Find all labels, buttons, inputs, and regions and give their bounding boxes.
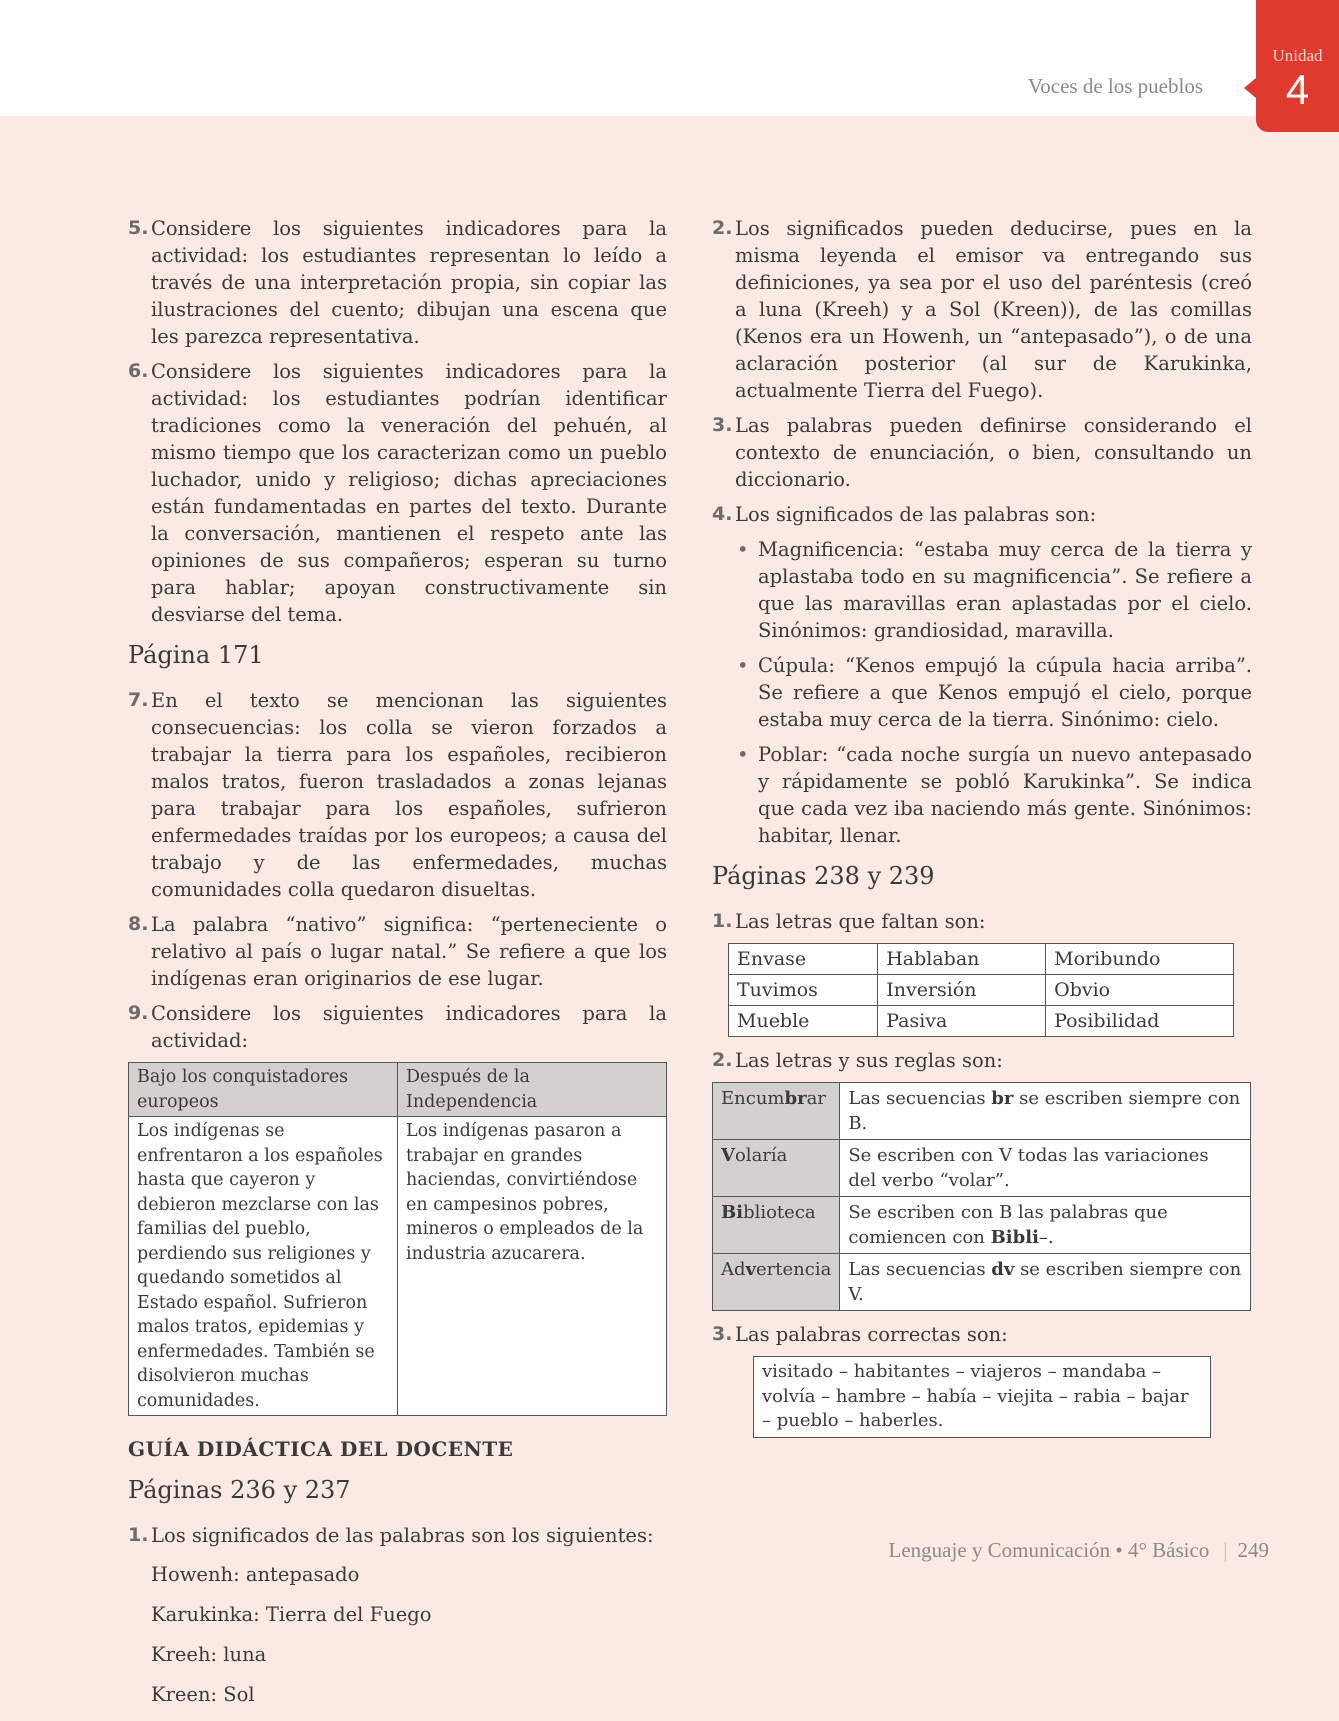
item-number: 8. xyxy=(128,913,149,935)
table-cell: Posibilidad xyxy=(1046,1006,1234,1037)
table-row xyxy=(713,1254,1251,1311)
chapter-title: Voces de los pueblos xyxy=(1027,74,1203,98)
definition: Kreen: Sol xyxy=(151,1683,255,1706)
item-5 xyxy=(128,215,667,350)
item-7 xyxy=(128,687,667,903)
item-text: Las letras que faltan son: xyxy=(735,910,986,933)
unit-label: Unidad xyxy=(1272,46,1323,65)
table-cell: Inversión xyxy=(878,975,1046,1006)
rule-text: Las secuencias br se escriben siempre con B. xyxy=(840,1083,1251,1140)
item-number: 1. xyxy=(128,1524,149,1546)
item-number: 6. xyxy=(128,360,149,382)
table-row xyxy=(713,1083,1251,1140)
definition: Karukinka: Tierra del Fuego xyxy=(151,1603,432,1626)
item-text: Considere los siguientes indicadores para la actividad: los estudiantes representan lo leído a través de una interpretación propia, sin copiar las ilustraciones del cuento; dibujan una escena que les parezca representativa. xyxy=(151,217,667,348)
question-1 xyxy=(712,908,1252,935)
item-number: 2. xyxy=(712,217,733,239)
rule-text: Se escriben con B las palabras que comiencen con Bibli–. xyxy=(840,1197,1251,1254)
answer-box: visitado – habitantes – viajeros – mandaba – volvía – hambre – había – viejita – rabia – bajar – pueblo – haberles. xyxy=(753,1356,1211,1438)
item-4 xyxy=(712,501,1252,528)
bullet-text: Magnificencia: “estaba muy cerca de la tierra y aplastaba todo en su magnificencia”. Se refiere a que las maravillas eran aplastadas por el cielo. Sinónimos: grandiosidad, maravilla. xyxy=(758,538,1252,642)
table-cell: Pasiva xyxy=(878,1006,1046,1037)
guide-title: GUÍA DIDÁCTICA DEL DOCENTE xyxy=(128,1437,514,1461)
history-table xyxy=(128,1062,667,1416)
table-row xyxy=(713,1140,1251,1197)
rules-table xyxy=(712,1082,1251,1311)
item-number: 9. xyxy=(128,1002,149,1024)
left-column xyxy=(128,215,667,1721)
item-text: La palabra “nativo” significa: “perteneciente o relativo al país o lugar natal.” Se refiere a que los indígenas eran originarios de ese lugar. xyxy=(151,913,667,990)
bullet-item xyxy=(712,741,1252,849)
rule-word: Volaría xyxy=(713,1140,840,1197)
item-number: 7. xyxy=(128,689,149,711)
table-row xyxy=(713,1197,1251,1254)
item-8 xyxy=(128,911,667,992)
page-footer xyxy=(889,1538,1269,1563)
item-9 xyxy=(128,1000,667,1054)
definition: Howenh: antepasado xyxy=(151,1563,360,1586)
section-heading: Páginas 238 y 239 xyxy=(712,862,935,890)
bullet-icon: • xyxy=(737,654,749,677)
item-number: 4. xyxy=(712,503,733,525)
item-text: Las letras y sus reglas son: xyxy=(735,1049,1003,1072)
bullet-text: Poblar: “cada noche surgía un nuevo antepasado y rápidamente se pobló Karukinka”. Se indica que cada vez iba naciendo más gente. Sinónimos: habitar, llenar. xyxy=(758,743,1252,847)
item-text: Considere los siguientes indicadores para la actividad: los estudiantes podrían identificar tradiciones como la veneración del pehuén, al mismo tiempo que los caracterizan como un pueblo luchador, unido y religioso; dichas apreciaciones están fundamentadas en partes del texto. Durante la conversación, mantienen el respeto ante las opiniones de sus compañeros; esperan su turno para hablar; apoyan constructivamente sin desviarse del tema. xyxy=(151,360,667,626)
rule-text: Las secuencias dv se escriben siempre con V. xyxy=(840,1254,1251,1311)
bullet-item xyxy=(712,536,1252,644)
definition: Kreeh: luna xyxy=(151,1643,267,1666)
page-number: 249 xyxy=(1237,1538,1269,1562)
letters-table xyxy=(728,943,1234,1037)
rule-word: Biblioteca xyxy=(713,1197,840,1254)
item-number: 1. xyxy=(712,910,733,932)
bullet-text: Cúpula: “Kenos empujó la cúpula hacia arriba”. Se refiere a que Kenos empujó el cielo, porque estaba muy cerca de la tierra. Sinónimo: cielo. xyxy=(758,654,1252,731)
footer-subject: Lenguaje y Comunicación • 4° Básico xyxy=(888,1538,1210,1562)
bullet-item xyxy=(712,652,1252,733)
bullet-icon: • xyxy=(737,743,749,766)
item-text: Los significados pueden deducirse, pues en la misma leyenda el emisor va entregando sus definiciones, ya sea por el uso del paréntesis (creó a luna (Kreeh) y a Sol (Kreen)), de las comillas (Kenos era un Howenh, un “antepasado”), o de una aclaración posterior (al sur de Karukinka, actualmente Tierra del Fuego). xyxy=(735,217,1252,402)
item-number: 2. xyxy=(712,1049,733,1071)
item-3 xyxy=(712,412,1252,493)
rule-word: Advertencia xyxy=(713,1254,840,1311)
right-column xyxy=(712,215,1252,1438)
question-2 xyxy=(712,1047,1252,1074)
question-3 xyxy=(712,1321,1252,1348)
unit-tab xyxy=(1256,0,1339,132)
table-cell: Envase xyxy=(729,944,878,975)
item-6 xyxy=(128,358,667,628)
rule-text: Se escriben con V todas las variaciones del verbo “volar”. xyxy=(840,1140,1251,1197)
table-cell: Los indígenas pasaron a trabajar en grandes haciendas, convirtiéndose en campesinos pobres, mineros o empleados de la industria azucarera. xyxy=(398,1117,667,1416)
table-cell: Hablaban xyxy=(878,944,1046,975)
item-1 xyxy=(128,1522,667,1549)
item-2 xyxy=(712,215,1252,404)
item-text: Los significados de las palabras son los siguientes: xyxy=(151,1524,654,1547)
unit-number: 4 xyxy=(1285,66,1310,113)
table-cell: Obvio xyxy=(1046,975,1234,1006)
section-heading: Página 171 xyxy=(128,641,264,669)
item-number: 5. xyxy=(128,217,149,239)
section-heading: Páginas 236 y 237 xyxy=(128,1476,351,1504)
table-cell: Los indígenas se enfrentaron a los españoles hasta que cayeron y debieron mezclarse con las familias del pueblo, perdiendo sus religiones y quedando sometidos al Estado español. Sufrieron malos tratos, epidemias y enfermedades. También se disolvieron muchas comunidades. xyxy=(129,1117,398,1416)
item-text: Los significados de las palabras son: xyxy=(735,503,1097,526)
item-text: Considere los siguientes indicadores para la actividad: xyxy=(151,1002,667,1052)
item-text: Las palabras correctas son: xyxy=(735,1323,1008,1346)
table-cell: Mueble xyxy=(729,1006,878,1037)
item-text: Las palabras pueden definirse considerando el contexto de enunciación, o bien, consultando un diccionario. xyxy=(735,414,1252,491)
table-header: Bajo los conquistadores europeos xyxy=(129,1063,398,1117)
footer-divider: | xyxy=(1223,1538,1228,1562)
table-cell: Tuvimos xyxy=(729,975,878,1006)
bullet-icon: • xyxy=(737,538,749,561)
table-cell: Moribundo xyxy=(1046,944,1234,975)
table-header: Después de la Independencia xyxy=(398,1063,667,1117)
item-number: 3. xyxy=(712,1323,733,1345)
item-text: En el texto se mencionan las siguientes consecuencias: los colla se vieron forzados a trabajar la tierra para los españoles, recibieron malos tratos, fueron trasladados a zonas lejanas para trabajar para los españoles, sufrieron enfermedades traídas por los europeos; a causa del trabajo y de las enfermedades, muchas comunidades colla quedaron disueltas. xyxy=(151,689,667,901)
item-number: 3. xyxy=(712,414,733,436)
rule-word: Encumbrar xyxy=(713,1083,840,1140)
